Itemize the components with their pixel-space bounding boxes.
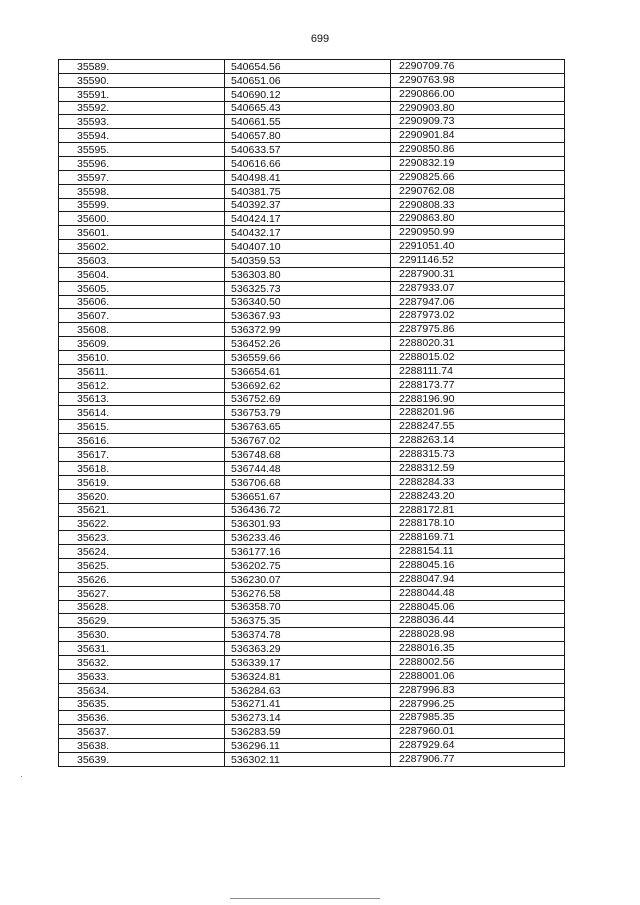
point-id-cell: 35639. [59,752,225,766]
y-coordinate-cell: 2287996.25 [391,697,565,711]
x-coordinate-cell: 536767.02 [225,434,391,448]
table-row [59,281,565,295]
table-row [59,392,565,406]
x-coordinate-cell: 536452.26 [225,337,391,351]
point-id-cell: 35601. [59,226,225,240]
x-coordinate-cell: 536752.69 [225,392,391,406]
point-id-cell: 35637. [59,725,225,739]
table-row [59,351,565,365]
x-coordinate-cell: 536367.93 [225,309,391,323]
y-coordinate-cell: 2290950.99 [391,226,565,240]
table-row [59,406,565,420]
y-coordinate-cell: 2288169.71 [391,531,565,545]
table-row [59,739,565,753]
x-coordinate-cell: 536763.65 [225,420,391,434]
x-coordinate-cell: 536744.48 [225,461,391,475]
table-row [59,157,565,171]
x-coordinate-cell: 536753.79 [225,406,391,420]
point-id-cell: 35633. [59,669,225,683]
table-row [59,184,565,198]
y-coordinate-cell: 2288178.10 [391,517,565,531]
y-coordinate-cell: 2291146.52 [391,254,565,268]
point-id-cell: 35595. [59,143,225,157]
table-row [59,115,565,129]
y-coordinate-cell: 2287973.02 [391,309,565,323]
y-coordinate-cell: 2288111.74 [391,364,565,378]
point-id-cell: 35624. [59,545,225,559]
y-coordinate-cell: 2288045.06 [391,600,565,614]
point-id-cell: 35612. [59,378,225,392]
y-coordinate-cell: 2290866.00 [391,87,565,101]
coordinates-table [58,59,565,767]
x-coordinate-cell: 536436.72 [225,503,391,517]
point-id-cell: 35603. [59,254,225,268]
point-id-cell: 35589. [59,60,225,74]
point-id-cell: 35636. [59,711,225,725]
point-id-cell: 35604. [59,267,225,281]
x-coordinate-cell: 536202.75 [225,558,391,572]
point-id-cell: 35591. [59,87,225,101]
x-coordinate-cell: 540498.41 [225,170,391,184]
point-id-cell: 35597. [59,170,225,184]
table-row [59,628,565,642]
footer-rule [230,898,380,899]
table-row [59,503,565,517]
point-id-cell: 35627. [59,586,225,600]
x-coordinate-cell: 536340.50 [225,295,391,309]
y-coordinate-cell: 2288315.73 [391,448,565,462]
y-coordinate-cell: 2288028.98 [391,628,565,642]
point-id-cell: 35610. [59,351,225,365]
table-row [59,752,565,766]
y-coordinate-cell: 2290825.66 [391,170,565,184]
y-coordinate-cell: 2288036.44 [391,614,565,628]
table-row [59,420,565,434]
point-id-cell: 35629. [59,614,225,628]
x-coordinate-cell: 536748.68 [225,448,391,462]
point-id-cell: 35602. [59,240,225,254]
table-row [59,725,565,739]
table-row [59,448,565,462]
x-coordinate-cell: 536233.46 [225,531,391,545]
table-row [59,558,565,572]
y-coordinate-cell: 2288243.20 [391,489,565,503]
y-coordinate-cell: 2288284.33 [391,475,565,489]
x-coordinate-cell: 540651.06 [225,73,391,87]
table-row [59,295,565,309]
table-row [59,129,565,143]
x-coordinate-cell: 536301.93 [225,517,391,531]
point-id-cell: 35628. [59,600,225,614]
table-row [59,489,565,503]
x-coordinate-cell: 536230.07 [225,572,391,586]
y-coordinate-cell: 2288002.56 [391,655,565,669]
point-id-cell: 35606. [59,295,225,309]
table-row [59,101,565,115]
x-coordinate-cell: 536654.61 [225,364,391,378]
y-coordinate-cell: 2288312.59 [391,461,565,475]
y-coordinate-cell: 2290832.19 [391,157,565,171]
y-coordinate-cell: 2290903.80 [391,101,565,115]
point-id-cell: 35608. [59,323,225,337]
table-row [59,73,565,87]
x-coordinate-cell: 536692.62 [225,378,391,392]
table-row [59,87,565,101]
x-coordinate-cell: 540661.55 [225,115,391,129]
y-coordinate-cell: 2287960.01 [391,725,565,739]
point-id-cell: 35618. [59,461,225,475]
y-coordinate-cell: 2288173.77 [391,378,565,392]
point-id-cell: 35635. [59,697,225,711]
point-id-cell: 35623. [59,531,225,545]
x-coordinate-cell: 540654.56 [225,60,391,74]
point-id-cell: 35611. [59,364,225,378]
y-coordinate-cell: 2288020.31 [391,337,565,351]
x-coordinate-cell: 536651.67 [225,489,391,503]
x-coordinate-cell: 540381.75 [225,184,391,198]
y-coordinate-cell: 2288263.14 [391,434,565,448]
x-coordinate-cell: 540657.80 [225,129,391,143]
table-row [59,337,565,351]
x-coordinate-cell: 536324.81 [225,669,391,683]
y-coordinate-cell: 2288001.06 [391,669,565,683]
point-id-cell: 35605. [59,281,225,295]
point-id-cell: 35594. [59,129,225,143]
x-coordinate-cell: 536284.63 [225,683,391,697]
x-coordinate-cell: 536363.29 [225,642,391,656]
table-row [59,309,565,323]
table-row [59,572,565,586]
point-id-cell: 35590. [59,73,225,87]
x-coordinate-cell: 536339.17 [225,655,391,669]
y-coordinate-cell: 2290863.80 [391,212,565,226]
x-coordinate-cell: 540359.53 [225,254,391,268]
table-row [59,434,565,448]
table-row [59,697,565,711]
y-coordinate-cell: 2288201.96 [391,406,565,420]
point-id-cell: 35599. [59,198,225,212]
y-coordinate-cell: 2287985.35 [391,711,565,725]
table-row [59,531,565,545]
y-coordinate-cell: 2290850.86 [391,143,565,157]
point-id-cell: 35613. [59,392,225,406]
point-id-cell: 35622. [59,517,225,531]
y-coordinate-cell: 2288016.35 [391,642,565,656]
point-id-cell: 35593. [59,115,225,129]
y-coordinate-cell: 2288154.11 [391,545,565,559]
x-coordinate-cell: 540392.37 [225,198,391,212]
table-row [59,60,565,74]
y-coordinate-cell: 2291051.40 [391,240,565,254]
y-coordinate-cell: 2288172.81 [391,503,565,517]
point-id-cell: 35592. [59,101,225,115]
y-coordinate-cell: 2288045.16 [391,558,565,572]
table-row [59,545,565,559]
x-coordinate-cell: 536296.11 [225,739,391,753]
point-id-cell: 35620. [59,489,225,503]
x-coordinate-cell: 536325.73 [225,281,391,295]
table-row [59,198,565,212]
x-coordinate-cell: 536375.35 [225,614,391,628]
y-coordinate-cell: 2287996.83 [391,683,565,697]
table-row [59,364,565,378]
table-row [59,683,565,697]
y-coordinate-cell: 2288196.90 [391,392,565,406]
table-row [59,226,565,240]
x-coordinate-cell: 536372.99 [225,323,391,337]
point-id-cell: 35616. [59,434,225,448]
x-coordinate-cell: 540633.57 [225,143,391,157]
table-row [59,323,565,337]
point-id-cell: 35630. [59,628,225,642]
table-row [59,669,565,683]
coordinates-table-body [59,60,565,767]
y-coordinate-cell: 2287900.31 [391,267,565,281]
x-coordinate-cell: 540424.17 [225,212,391,226]
y-coordinate-cell: 2290909.73 [391,115,565,129]
x-coordinate-cell: 536283.59 [225,725,391,739]
y-coordinate-cell: 2288044.48 [391,586,565,600]
table-row [59,461,565,475]
table-row [59,655,565,669]
table-row [59,475,565,489]
point-id-cell: 35600. [59,212,225,226]
y-coordinate-cell: 2287947.06 [391,295,565,309]
table-row [59,254,565,268]
x-coordinate-cell: 540690.12 [225,87,391,101]
point-id-cell: 35596. [59,157,225,171]
x-coordinate-cell: 536271.41 [225,697,391,711]
point-id-cell: 35634. [59,683,225,697]
x-coordinate-cell: 536302.11 [225,752,391,766]
table-row [59,517,565,531]
point-id-cell: 35617. [59,448,225,462]
x-coordinate-cell: 536358.70 [225,600,391,614]
x-coordinate-cell: 540616.66 [225,157,391,171]
x-coordinate-cell: 540432.17 [225,226,391,240]
table-row [59,170,565,184]
x-coordinate-cell: 536706.68 [225,475,391,489]
table-row [59,267,565,281]
x-coordinate-cell: 536273.14 [225,711,391,725]
y-coordinate-cell: 2287906.77 [391,752,565,766]
margin-mark: · [20,772,23,781]
table-row [59,586,565,600]
point-id-cell: 35625. [59,558,225,572]
table-row [59,614,565,628]
point-id-cell: 35626. [59,572,225,586]
point-id-cell: 35615. [59,420,225,434]
table-row [59,711,565,725]
y-coordinate-cell: 2290808.33 [391,198,565,212]
y-coordinate-cell: 2290763.98 [391,73,565,87]
y-coordinate-cell: 2290901.84 [391,129,565,143]
y-coordinate-cell: 2287929.64 [391,739,565,753]
x-coordinate-cell: 536177.16 [225,545,391,559]
x-coordinate-cell: 536276.58 [225,586,391,600]
point-id-cell: 35631. [59,642,225,656]
point-id-cell: 35638. [59,739,225,753]
y-coordinate-cell: 2288247.55 [391,420,565,434]
x-coordinate-cell: 540407.10 [225,240,391,254]
y-coordinate-cell: 2288015.02 [391,351,565,365]
page-number: 699 [310,33,330,45]
point-id-cell: 35607. [59,309,225,323]
table-row [59,642,565,656]
x-coordinate-cell: 536559.66 [225,351,391,365]
table-row [59,212,565,226]
table-row [59,240,565,254]
y-coordinate-cell: 2290709.76 [391,60,565,74]
y-coordinate-cell: 2288047.94 [391,572,565,586]
point-id-cell: 35619. [59,475,225,489]
point-id-cell: 35609. [59,337,225,351]
point-id-cell: 35632. [59,655,225,669]
y-coordinate-cell: 2287975.86 [391,323,565,337]
y-coordinate-cell: 2287933.07 [391,281,565,295]
table-row [59,143,565,157]
x-coordinate-cell: 536374.78 [225,628,391,642]
table-row [59,600,565,614]
x-coordinate-cell: 536303.80 [225,267,391,281]
point-id-cell: 35621. [59,503,225,517]
y-coordinate-cell: 2290762.08 [391,184,565,198]
point-id-cell: 35598. [59,184,225,198]
x-coordinate-cell: 540665.43 [225,101,391,115]
table-row [59,378,565,392]
point-id-cell: 35614. [59,406,225,420]
